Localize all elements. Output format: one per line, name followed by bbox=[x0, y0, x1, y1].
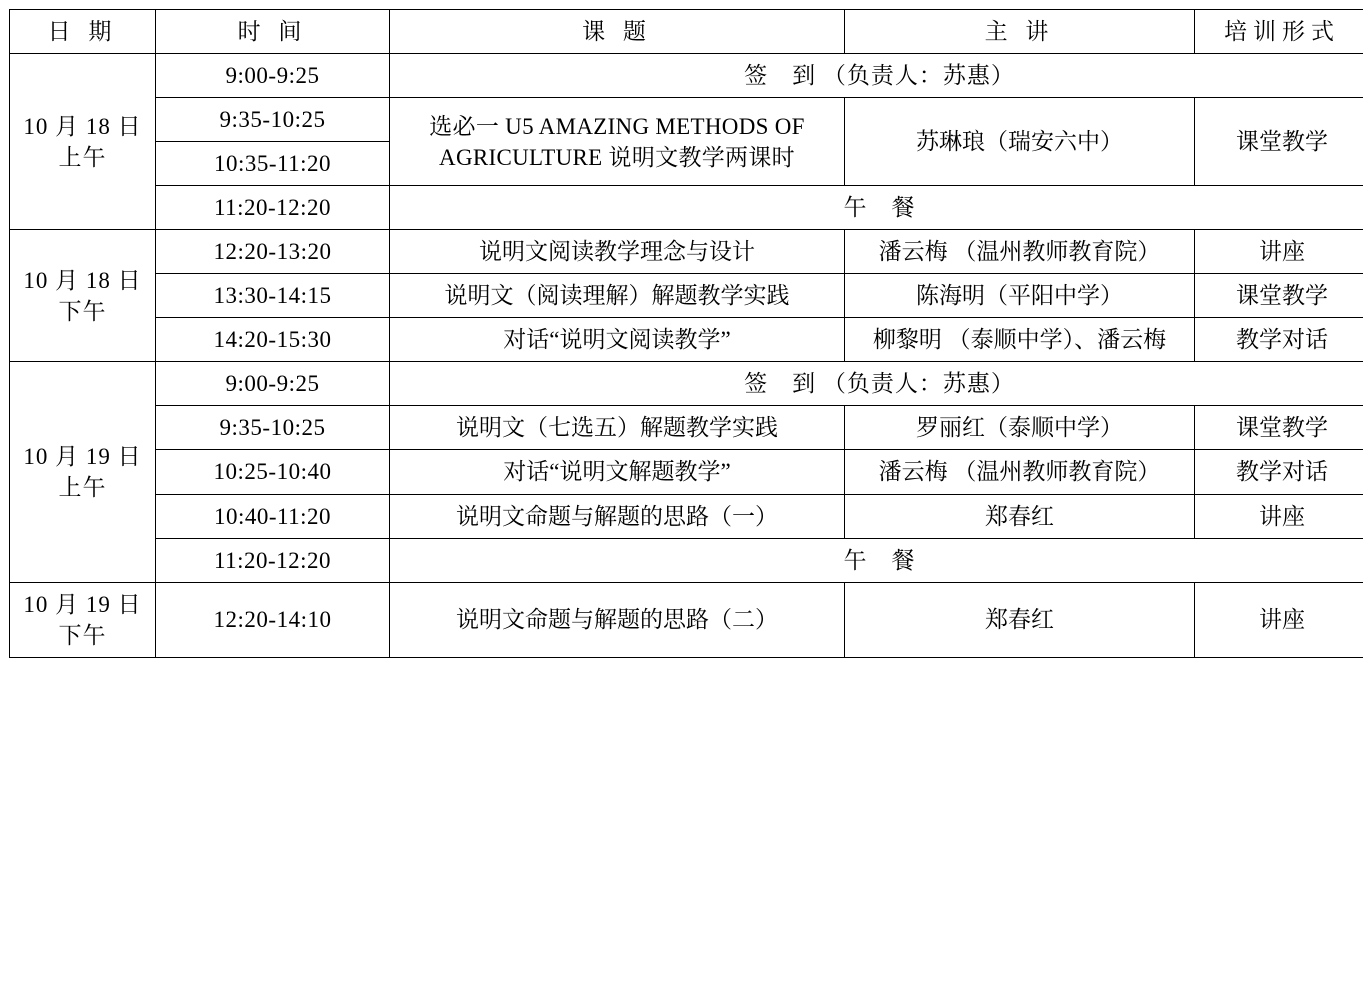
table-row bbox=[10, 406, 1363, 450]
form-cell: 教学对话 bbox=[1195, 450, 1363, 494]
table-row bbox=[10, 186, 1363, 230]
table-row bbox=[10, 98, 1363, 142]
time-cell: 9:00-9:25 bbox=[156, 362, 390, 406]
time-cell: 11:20-12:20 bbox=[156, 186, 390, 230]
form-cell: 讲座 bbox=[1195, 582, 1363, 657]
time-cell: 14:20-15:30 bbox=[156, 318, 390, 362]
header-form: 培训形式 bbox=[1195, 10, 1363, 54]
table-row bbox=[10, 538, 1363, 582]
topic-cell: 说明文命题与解题的思路（二） bbox=[390, 582, 845, 657]
training-schedule-table bbox=[9, 9, 1363, 658]
signin-row-oct19: 签 到 （负责人：苏惠） bbox=[390, 362, 1363, 406]
header-topic: 课 题 bbox=[390, 10, 845, 54]
form-cell: 课堂教学 bbox=[1195, 274, 1363, 318]
topic-cell: 对话“说明文阅读教学” bbox=[390, 318, 845, 362]
host-cell: 苏琳琅（瑞安六中） bbox=[845, 98, 1195, 186]
lunch-row-oct19: 午 餐 bbox=[390, 538, 1363, 582]
time-cell: 10:25-10:40 bbox=[156, 450, 390, 494]
form-cell: 讲座 bbox=[1195, 494, 1363, 538]
lunch-row-oct18: 午 餐 bbox=[390, 186, 1363, 230]
host-cell: 潘云梅 （温州教师教育院） bbox=[845, 230, 1195, 274]
topic-cell: 说明文阅读教学理念与设计 bbox=[390, 230, 845, 274]
time-cell: 13:30-14:15 bbox=[156, 274, 390, 318]
header-time: 时 间 bbox=[156, 10, 390, 54]
table-row bbox=[10, 318, 1363, 362]
header-date: 日 期 bbox=[10, 10, 156, 54]
table-header-row bbox=[10, 10, 1363, 54]
host-cell: 郑春红 bbox=[845, 494, 1195, 538]
time-cell: 9:35-10:25 bbox=[156, 406, 390, 450]
date-cell-oct18-am: 10 月 18 日 上午 bbox=[10, 54, 156, 230]
host-cell: 陈海明（平阳中学） bbox=[845, 274, 1195, 318]
time-cell: 11:20-12:20 bbox=[156, 538, 390, 582]
time-cell: 12:20-14:10 bbox=[156, 582, 390, 657]
topic-cell: 说明文（阅读理解）解题教学实践 bbox=[390, 274, 845, 318]
date-cell-oct19-pm: 10 月 19 日 下午 bbox=[10, 582, 156, 657]
host-cell: 柳黎明 （泰顺中学）、潘云梅 bbox=[845, 318, 1195, 362]
table-row bbox=[10, 274, 1363, 318]
table-row bbox=[10, 450, 1363, 494]
topic-cell: 对话“说明文解题教学” bbox=[390, 450, 845, 494]
table-row bbox=[10, 582, 1363, 657]
header-host: 主 讲 bbox=[845, 10, 1195, 54]
table-row bbox=[10, 230, 1363, 274]
form-cell: 教学对话 bbox=[1195, 318, 1363, 362]
time-cell: 10:40-11:20 bbox=[156, 494, 390, 538]
table-row bbox=[10, 494, 1363, 538]
host-cell: 郑春红 bbox=[845, 582, 1195, 657]
date-cell-oct18-pm: 10 月 18 日 下午 bbox=[10, 230, 156, 362]
host-cell: 罗丽红（泰顺中学） bbox=[845, 406, 1195, 450]
time-cell: 12:20-13:20 bbox=[156, 230, 390, 274]
time-cell: 9:00-9:25 bbox=[156, 54, 390, 98]
form-cell: 讲座 bbox=[1195, 230, 1363, 274]
time-cell: 10:35-11:20 bbox=[156, 142, 390, 186]
topic-cell: 说明文（七选五）解题教学实践 bbox=[390, 406, 845, 450]
host-cell: 潘云梅 （温州教师教育院） bbox=[845, 450, 1195, 494]
table-row bbox=[10, 362, 1363, 406]
form-cell: 课堂教学 bbox=[1195, 98, 1363, 186]
date-cell-oct19-am: 10 月 19 日 上午 bbox=[10, 362, 156, 582]
topic-cell: 选必一 U5 AMAZING METHODS OF AGRICULTURE 说明文教学两课时 bbox=[390, 98, 845, 186]
topic-cell: 说明文命题与解题的思路（一） bbox=[390, 494, 845, 538]
form-cell: 课堂教学 bbox=[1195, 406, 1363, 450]
signin-row-oct18: 签 到 （负责人：苏惠） bbox=[390, 54, 1363, 98]
time-cell: 9:35-10:25 bbox=[156, 98, 390, 142]
table-row bbox=[10, 54, 1363, 98]
